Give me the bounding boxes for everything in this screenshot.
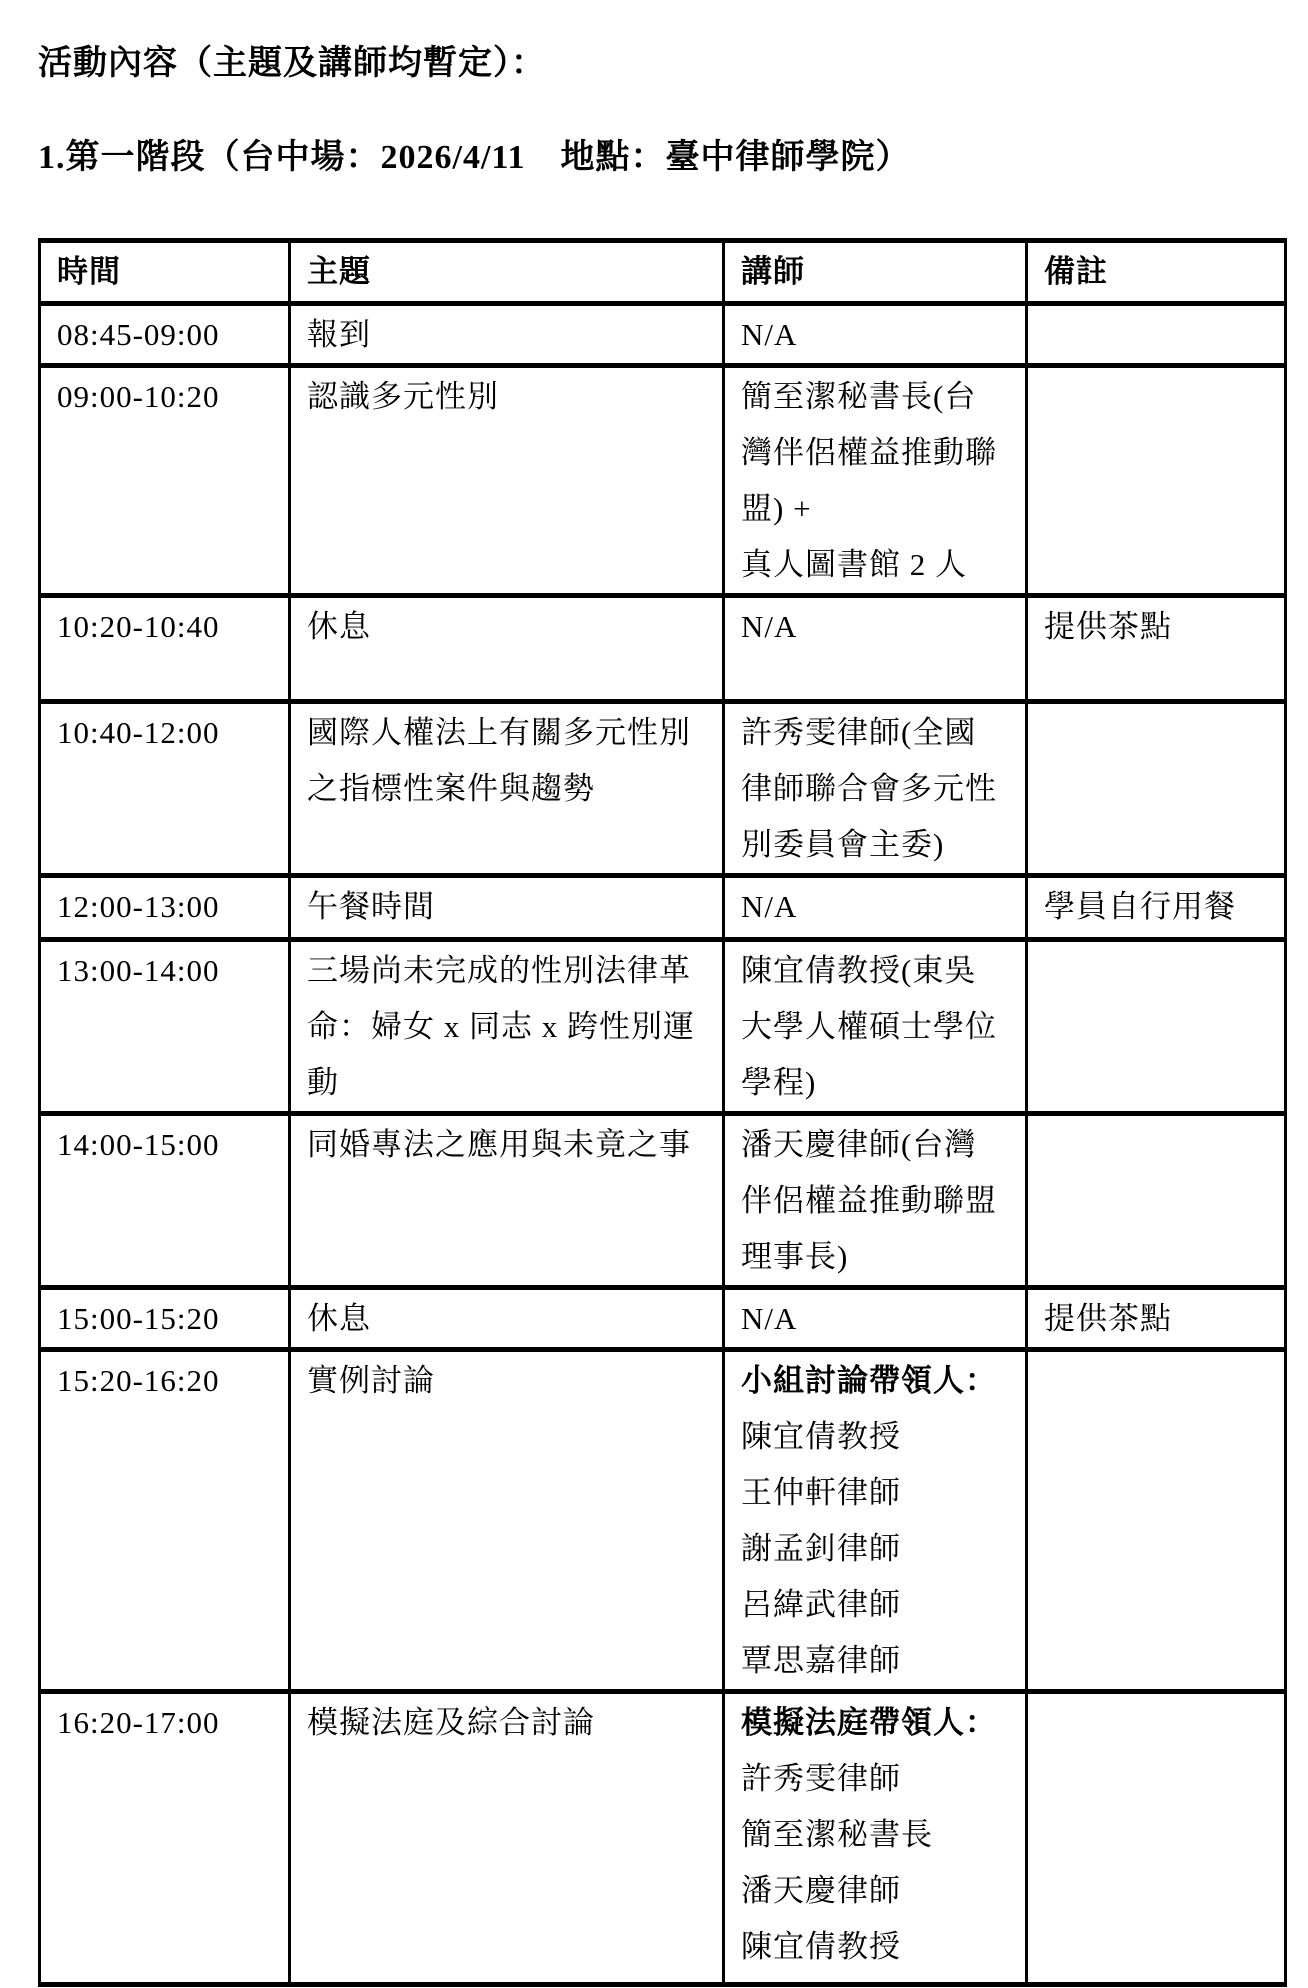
time-cell (40, 596, 290, 702)
column-header-time: 時間 (40, 241, 290, 304)
table-body (40, 304, 1286, 1985)
time-cell (40, 1350, 290, 1692)
cell-line: 提供茶點 (1044, 609, 1172, 644)
cell-line: 學程) (741, 1065, 817, 1100)
cell-line: N/A (741, 1301, 798, 1336)
cell-line: 命：婦女 x 同志 x 跨性別運 (307, 1009, 695, 1044)
cell-line: 盟) + (741, 491, 812, 526)
cell-line: 動 (307, 1065, 339, 1100)
speaker-cell (724, 366, 1027, 596)
topic-cell (290, 940, 724, 1114)
cell-line: 呂緯武律師 (741, 1587, 901, 1622)
cell-line: 王仲軒律師 (741, 1475, 901, 1510)
cell-line: 陳宜倩教授 (741, 1929, 901, 1964)
time-cell (40, 1114, 290, 1288)
time-cell (40, 876, 290, 940)
cell-line: 許秀雯律師(全國 (741, 715, 977, 750)
time-cell (40, 702, 290, 876)
speaker-cell (724, 1692, 1027, 1985)
cell-line: 模擬法庭及綜合討論 (307, 1705, 595, 1740)
cell-line: 10:40-12:00 (57, 715, 220, 750)
cell-line: 灣伴侶權益推動聯 (741, 435, 997, 470)
cell-line: 14:00-15:00 (57, 1127, 220, 1162)
cell-line: 午餐時間 (307, 889, 435, 924)
column-header-topic: 主題 (290, 241, 724, 304)
topic-cell (290, 596, 724, 702)
topic-cell (290, 1350, 724, 1692)
topic-cell (290, 366, 724, 596)
cell-line: N/A (741, 317, 798, 352)
note-cell (1027, 1692, 1286, 1985)
cell-line: 三場尚未完成的性別法律革 (307, 953, 691, 988)
cell-line: 09:00-10:20 (57, 379, 220, 414)
cell-line: 簡至潔秘書長(台 (741, 379, 977, 414)
cell-line: 律師聯合會多元性 (741, 771, 997, 806)
cell-line: 陳宜倩教授(東吳 (741, 953, 977, 988)
speaker-cell (724, 940, 1027, 1114)
cell-line: 小組討論帶領人： (741, 1363, 997, 1398)
cell-line: 之指標性案件與趨勢 (307, 771, 595, 806)
table-row (40, 940, 1286, 1114)
speaker-cell (724, 1114, 1027, 1288)
schedule-table (38, 238, 1287, 1987)
cell-line: N/A (741, 889, 798, 924)
header-row (40, 241, 1286, 304)
cell-line: 報到 (307, 317, 371, 352)
cell-line: 學員自行用餐 (1044, 889, 1236, 924)
cell-line: 陳宜倩教授 (741, 1419, 901, 1454)
note-cell (1027, 1114, 1286, 1288)
section-heading: 1.第一階段（台中場：2026/4/11 地點：臺中律師學院） (38, 139, 911, 176)
speaker-cell (724, 702, 1027, 876)
time-cell (40, 366, 290, 596)
speaker-cell (724, 596, 1027, 702)
time-cell (40, 940, 290, 1114)
note-cell (1027, 366, 1286, 596)
table-row (40, 876, 1286, 940)
time-cell (40, 1692, 290, 1985)
cell-line: 別委員會主委) (741, 827, 945, 862)
cell-line: 12:00-13:00 (57, 889, 220, 924)
cell-line: 08:45-09:00 (57, 317, 220, 352)
cell-line: 同婚專法之應用與未竟之事 (307, 1127, 691, 1162)
table-row (40, 1114, 1286, 1288)
table-row (40, 304, 1286, 366)
cell-line: 大學人權碩士學位 (741, 1009, 997, 1044)
topic-cell (290, 1288, 724, 1350)
cell-line: 13:00-14:00 (57, 953, 220, 988)
cell-line: 16:20-17:00 (57, 1705, 220, 1740)
table-row (40, 702, 1286, 876)
cell-line: 簡至潔秘書長 (741, 1817, 933, 1852)
note-cell (1027, 1350, 1286, 1692)
speaker-cell (724, 1288, 1027, 1350)
page-title: 活動內容（主題及講師均暫定）： (38, 45, 546, 82)
cell-line: 15:00-15:20 (57, 1301, 220, 1336)
column-header-note: 備註 (1027, 241, 1286, 304)
table-row (40, 1692, 1286, 1985)
table-header (40, 241, 1286, 304)
note-cell (1027, 940, 1286, 1114)
speaker-cell (724, 304, 1027, 366)
cell-line: 10:20-10:40 (57, 609, 220, 644)
cell-line: 真人圖書館 2 人 (741, 547, 967, 582)
cell-line: 潘天慶律師 (741, 1873, 901, 1908)
topic-cell (290, 1114, 724, 1288)
cell-line: 謝孟釗律師 (741, 1531, 901, 1566)
cell-line: 休息 (307, 1301, 371, 1336)
cell-line: 實例討論 (307, 1363, 435, 1398)
time-cell (40, 304, 290, 366)
cell-line: 覃思嘉律師 (741, 1643, 901, 1678)
speaker-cell (724, 1350, 1027, 1692)
note-cell (1027, 876, 1286, 940)
cell-line: 認識多元性別 (307, 379, 499, 414)
column-header-speaker: 講師 (724, 241, 1027, 304)
cell-line: 伴侶權益推動聯盟 (741, 1183, 997, 1218)
note-cell (1027, 1288, 1286, 1350)
topic-cell (290, 304, 724, 366)
cell-line: 提供茶點 (1044, 1301, 1172, 1336)
topic-cell (290, 702, 724, 876)
cell-line: 模擬法庭帶領人： (741, 1705, 997, 1740)
cell-line: N/A (741, 609, 798, 644)
cell-line: 許秀雯律師 (741, 1761, 901, 1796)
note-cell (1027, 702, 1286, 876)
cell-line: 國際人權法上有關多元性別 (307, 715, 691, 750)
note-cell (1027, 304, 1286, 366)
topic-cell (290, 1692, 724, 1985)
note-cell (1027, 596, 1286, 702)
table-row (40, 596, 1286, 702)
table-row (40, 1288, 1286, 1350)
cell-line: 潘天慶律師(台灣 (741, 1127, 977, 1162)
time-cell (40, 1288, 290, 1350)
speaker-cell (724, 876, 1027, 940)
cell-line: 15:20-16:20 (57, 1363, 220, 1398)
table-row (40, 366, 1286, 596)
table-row (40, 1350, 1286, 1692)
cell-line: 理事長) (741, 1239, 849, 1274)
cell-line: 休息 (307, 609, 371, 644)
topic-cell (290, 876, 724, 940)
